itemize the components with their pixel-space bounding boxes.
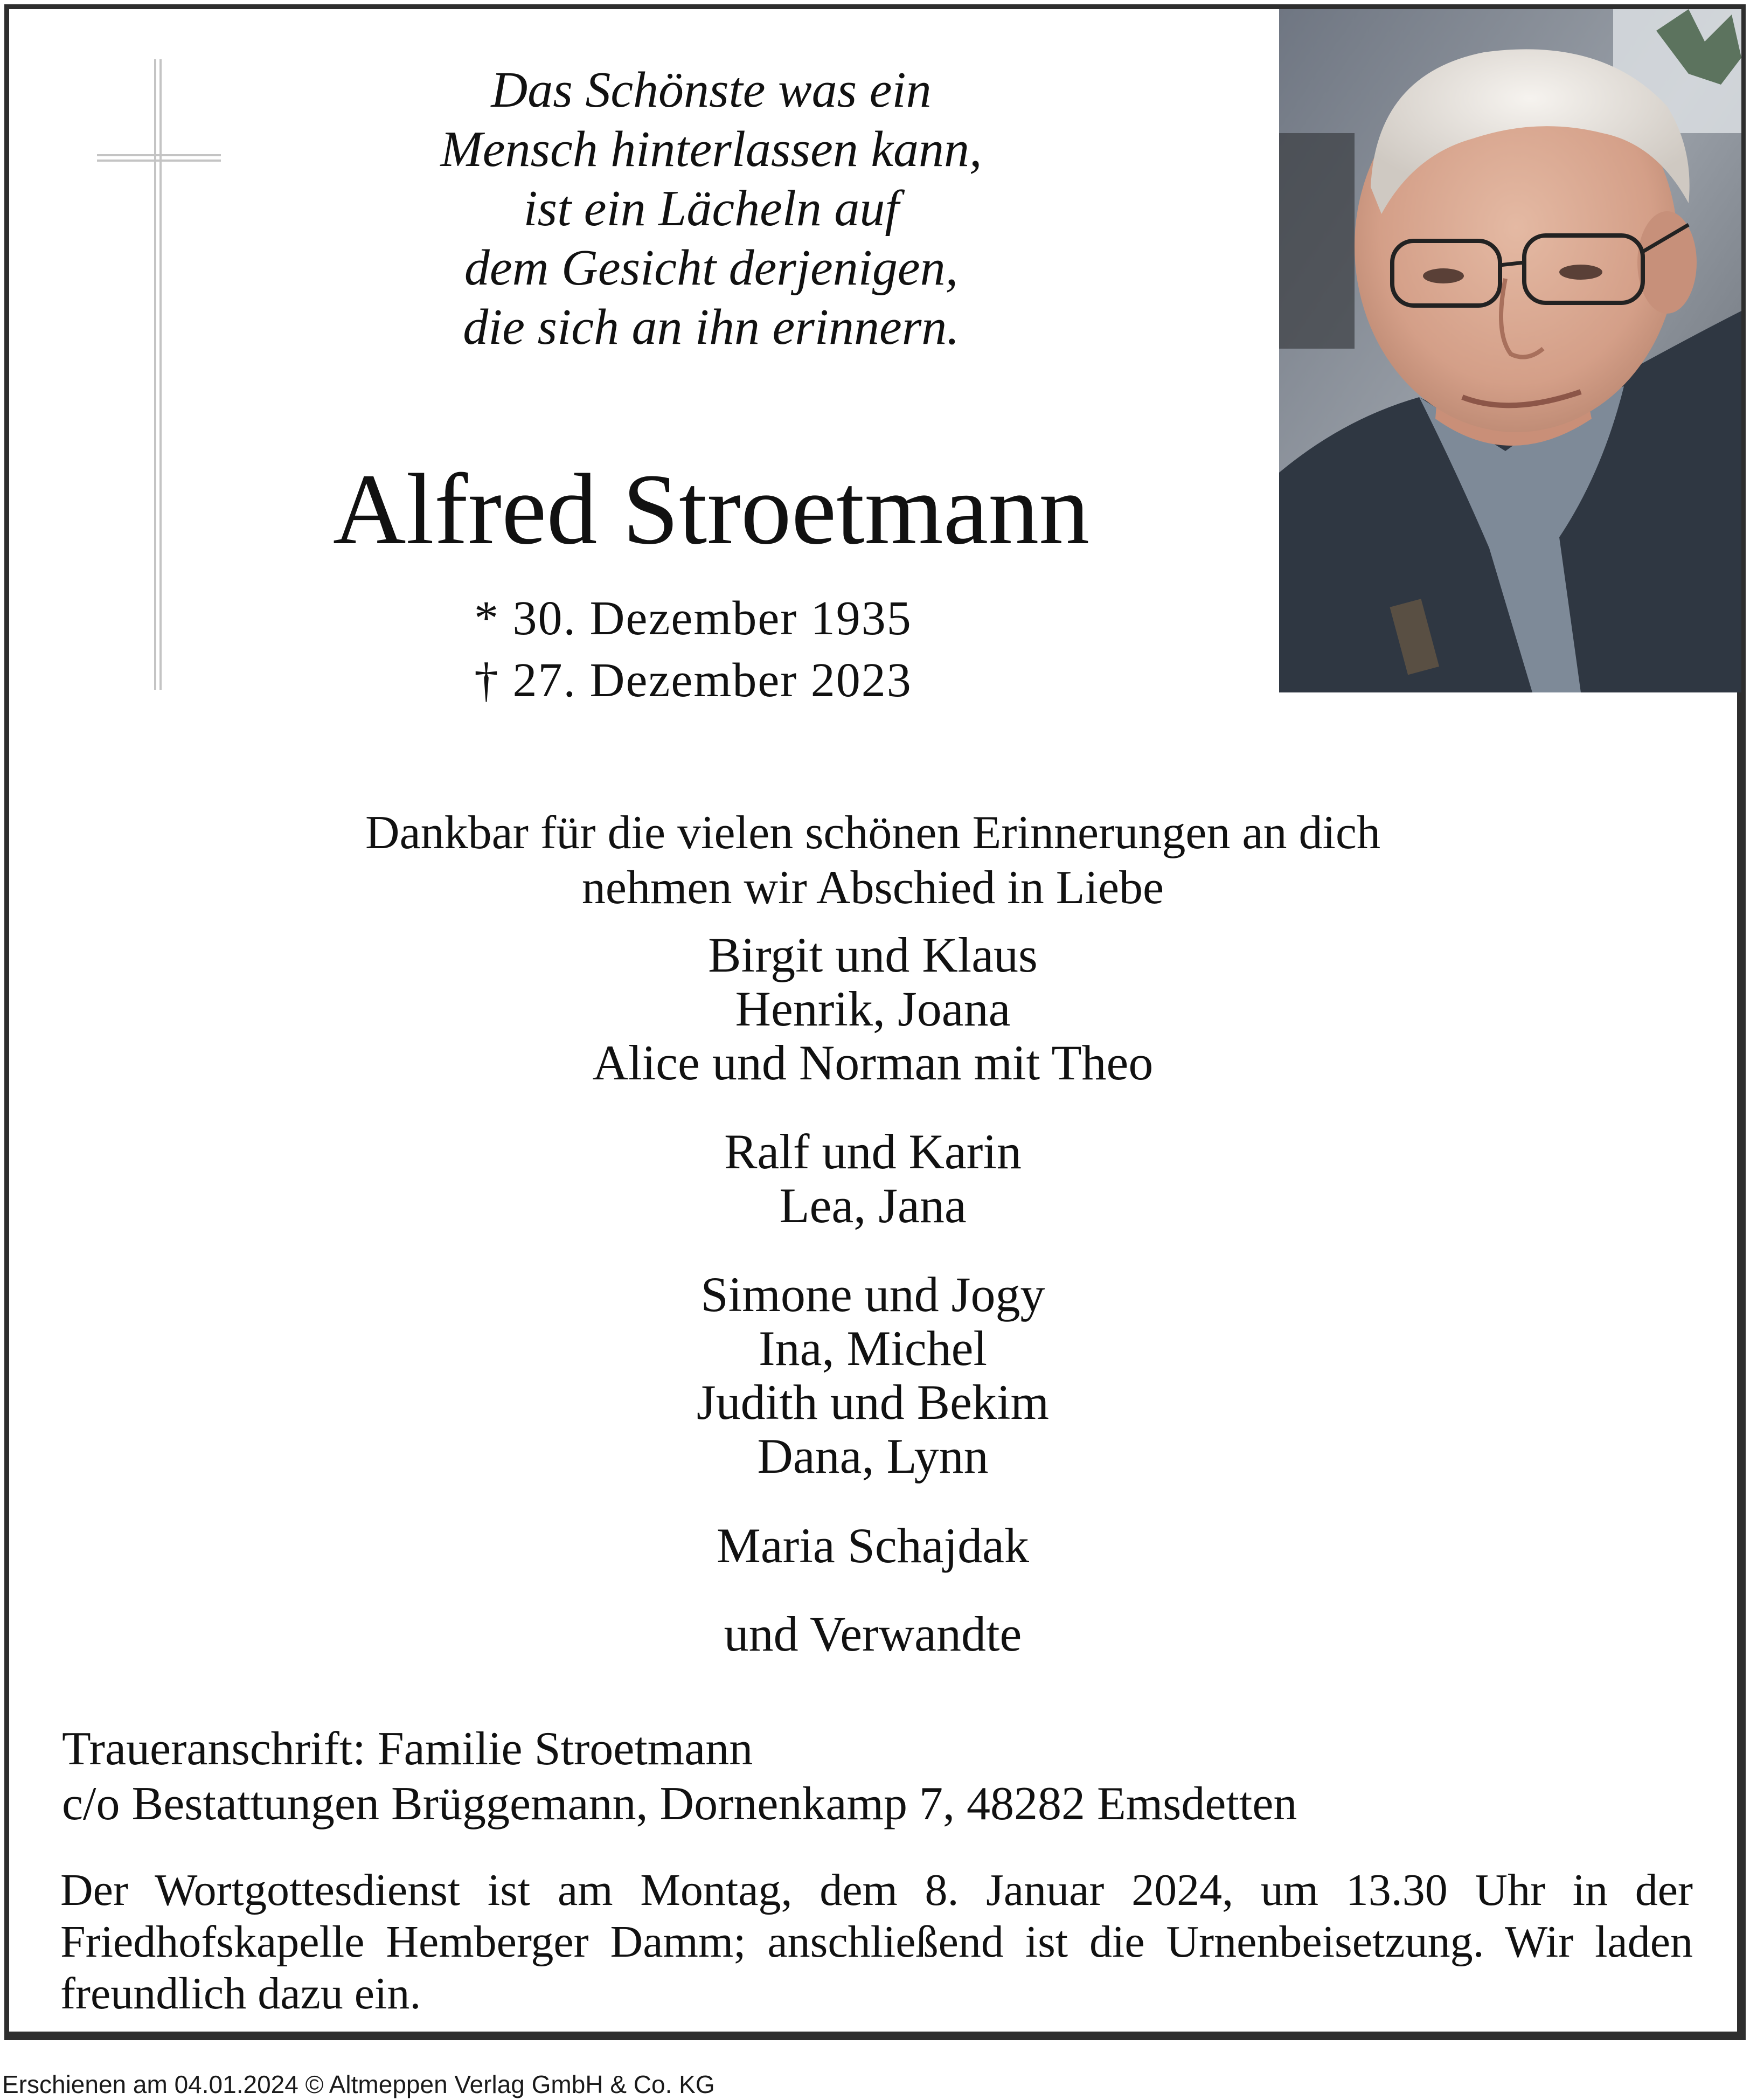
quote-line: Das Schönste was ein bbox=[491, 62, 932, 118]
mourner-group bbox=[431, 1607, 1315, 1661]
address-line: Traueranschrift: Familie Stroetmann bbox=[62, 1723, 753, 1775]
portrait-photo bbox=[1279, 9, 1741, 692]
life-dates bbox=[474, 587, 912, 711]
service-notice bbox=[60, 1865, 1693, 2020]
mourner-line: und Verwandte bbox=[724, 1606, 1022, 1661]
memorial-quote bbox=[334, 60, 1088, 357]
mourner-group bbox=[431, 1519, 1315, 1572]
mourning-address bbox=[62, 1722, 1651, 1832]
mourner-line: Ralf und Karin bbox=[724, 1124, 1022, 1179]
farewell-text bbox=[216, 806, 1530, 916]
mourner-line: Maria Schajdak bbox=[717, 1518, 1029, 1573]
quote-line: dem Gesicht derjenigen, bbox=[464, 240, 959, 296]
cross-icon bbox=[97, 59, 221, 690]
mourner-line: Simone und Jogy bbox=[700, 1267, 1045, 1322]
mourner-group bbox=[431, 1267, 1315, 1483]
mourner-line: Birgit und Klaus bbox=[708, 927, 1038, 982]
mourner-line: Judith und Bekim bbox=[696, 1375, 1050, 1430]
mourner-line: Alice und Norman mit Theo bbox=[592, 1035, 1154, 1090]
mourner-line: Lea, Jana bbox=[779, 1178, 967, 1233]
mourner-group bbox=[431, 1125, 1315, 1232]
quote-line: Mensch hinterlassen kann, bbox=[440, 121, 982, 177]
publication-footer: Erschienen am 04.01.2024 © Altmeppen Verlag GmbH & Co. KG bbox=[2, 2070, 715, 2098]
mourner-line: Dana, Lynn bbox=[757, 1429, 989, 1484]
service-line: Friedhofskapelle Hemberger Damm; anschließend ist die Urnenbeisetzung. Wir laden bbox=[60, 1917, 1693, 1967]
mourner-line: Henrik, Joana bbox=[735, 981, 1011, 1036]
address-line: c/o Bestattungen Brüggemann, Dornenkamp 7, 48282 Emsdetten bbox=[62, 1778, 1297, 1830]
quote-line: die sich an ihn erinnern. bbox=[463, 299, 960, 355]
death-date: † 27. Dezember 2023 bbox=[474, 654, 912, 707]
mourner-line: Ina, Michel bbox=[758, 1321, 988, 1376]
mourner-group bbox=[431, 928, 1315, 1090]
service-line: Der Wortgottesdienst ist am Montag, dem 8. Januar 2024, um 13.30 Uhr in der bbox=[60, 1865, 1693, 1915]
farewell-line: nehmen wir Abschied in Liebe bbox=[581, 862, 1164, 914]
deceased-name: Alfred Stroetmann bbox=[332, 453, 1090, 565]
farewell-line: Dankbar für die vielen schönen Erinnerungen an dich bbox=[365, 807, 1380, 859]
service-line: freundlich dazu ein. bbox=[60, 1969, 421, 2019]
birth-date: * 30. Dezember 1935 bbox=[474, 592, 912, 645]
quote-line: ist ein Lächeln auf bbox=[523, 181, 899, 237]
